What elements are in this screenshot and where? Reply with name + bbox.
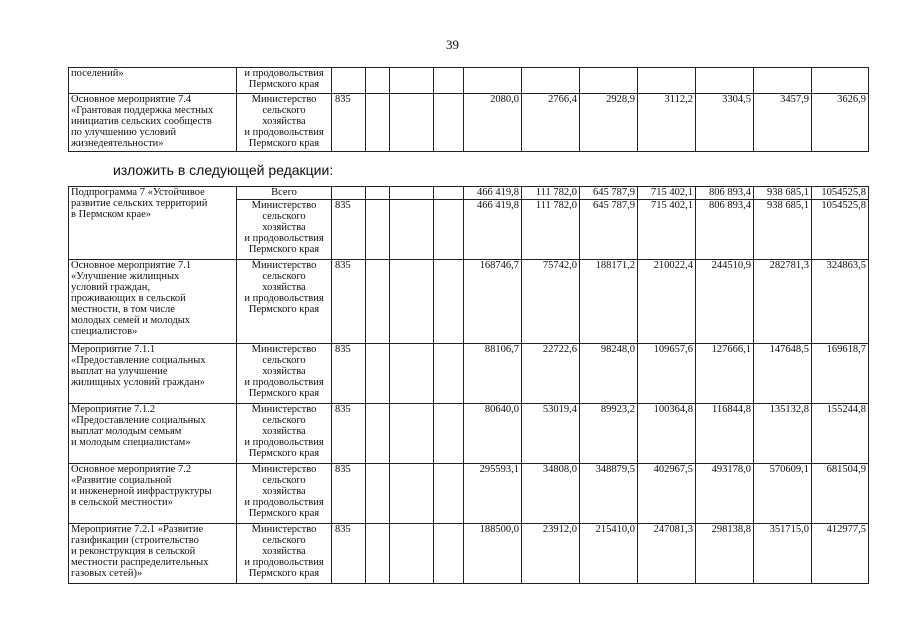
code-cell (332, 68, 366, 94)
value-cell: 282781,3 (754, 260, 812, 344)
empty-cell (390, 404, 434, 464)
executor-cell: Министерство сельского хозяйства и продовольствия Пермского края (237, 200, 332, 260)
value-cell: 570609,1 (754, 464, 812, 524)
value-cell: 147648,5 (754, 344, 812, 404)
value-cell: 493178,0 (696, 464, 754, 524)
table-row (69, 524, 869, 584)
value-cell: 298138,8 (696, 524, 754, 584)
activity-name-cell: Основное мероприятие 7.4 «Грантовая поддержка местных инициатив сельских сообществ по улучшению условий жизнедеятельности» (69, 94, 237, 152)
subprogram-name-cell: Подпрограмма 7 «Устойчивое развитие сельских территорий в Пермском крае» (69, 187, 237, 260)
value-cell: 127666,1 (696, 344, 754, 404)
value-cell: 3457,9 (754, 94, 812, 152)
page-number: 39 (446, 37, 459, 52)
empty-cell (390, 68, 434, 94)
code-cell: 835 (332, 404, 366, 464)
empty-cell (366, 94, 390, 152)
code-cell: 835 (332, 94, 366, 152)
executor-cell: Министерство сельского хозяйства и продовольствия Пермского края (237, 344, 332, 404)
value-cell: 466 419,8 (464, 200, 522, 260)
empty-cell (366, 404, 390, 464)
empty-cell (434, 464, 464, 524)
value-cell: 80640,0 (464, 404, 522, 464)
value-cell: 2080,0 (464, 94, 522, 152)
table-row (69, 344, 869, 404)
value-cell: 89923,2 (580, 404, 638, 464)
value-cell (696, 68, 754, 94)
empty-cell (366, 344, 390, 404)
value-cell: 402967,5 (638, 464, 696, 524)
value-cell: 155244,8 (812, 404, 869, 464)
value-cell (580, 68, 638, 94)
empty-cell (390, 94, 434, 152)
value-cell: 53019,4 (522, 404, 580, 464)
value-cell: 351715,0 (754, 524, 812, 584)
empty-cell (390, 344, 434, 404)
table-row (69, 404, 869, 464)
value-cell: 324863,5 (812, 260, 869, 344)
value-cell: 681504,9 (812, 464, 869, 524)
activity-name-cell: Мероприятие 7.1.2 «Предоставление социальных выплат молодым семьям и молодым специалистам» (69, 404, 237, 464)
empty-cell (366, 260, 390, 344)
empty-cell (434, 260, 464, 344)
empty-cell (366, 68, 390, 94)
value-cell: 2928,9 (580, 94, 638, 152)
empty-cell (366, 464, 390, 524)
empty-cell (434, 344, 464, 404)
value-cell (464, 68, 522, 94)
value-cell: 75742,0 (522, 260, 580, 344)
empty-cell (434, 404, 464, 464)
total-label-cell: Всего (237, 187, 332, 200)
code-cell: 835 (332, 464, 366, 524)
code-cell: 835 (332, 344, 366, 404)
value-cell: 348879,5 (580, 464, 638, 524)
activity-name-cell: Мероприятие 7.1.1 «Предоставление социальных выплат на улучшение жилищных условий граждан» (69, 344, 237, 404)
activity-name-cell: Основное мероприятие 7.1 «Улучшение жилищных условий граждан, проживающих в сельской местности, в том числе молодых семей и молодых специалистов» (69, 260, 237, 344)
value-cell: 1054525,8 (812, 200, 869, 260)
value-cell: 938 685,1 (754, 200, 812, 260)
value-cell: 169618,7 (812, 344, 869, 404)
empty-cell (434, 94, 464, 152)
value-cell: 98248,0 (580, 344, 638, 404)
empty-cell (390, 464, 434, 524)
executor-cell: Министерство сельского хозяйства и продовольствия Пермского края (237, 524, 332, 584)
value-cell: 938 685,1 (754, 187, 812, 200)
empty-cell (366, 200, 390, 260)
value-cell: 116844,8 (696, 404, 754, 464)
amendment-caption: изложить в следующей редакции: (113, 162, 334, 178)
executor-cell: Министерство сельского хозяйства и продовольствия Пермского края (237, 464, 332, 524)
value-cell: 188500,0 (464, 524, 522, 584)
executor-cell: Министерство сельского хозяйства и продовольствия Пермского края (237, 94, 332, 152)
executor-cell: Министерство сельского хозяйства и продовольствия Пермского края (237, 260, 332, 344)
subprogram-total-row (69, 187, 869, 200)
value-cell: 22722,6 (522, 344, 580, 404)
value-cell: 1054525,8 (812, 187, 869, 200)
value-cell: 3112,2 (638, 94, 696, 152)
activity-name-cell: Основное мероприятие 7.2 «Развитие социальной и инженерной инфраструктуры в сельской местности» (69, 464, 237, 524)
value-cell: 88106,7 (464, 344, 522, 404)
value-cell: 806 893,4 (696, 187, 754, 200)
empty-cell (434, 68, 464, 94)
value-cell: 295593,1 (464, 464, 522, 524)
table-row (69, 68, 869, 94)
value-cell (638, 68, 696, 94)
empty-cell (390, 260, 434, 344)
value-cell: 715 402,1 (638, 187, 696, 200)
table-row (69, 94, 869, 152)
value-cell: 188171,2 (580, 260, 638, 344)
executor-cell: Министерство сельского хозяйства и продовольствия Пермского края (237, 404, 332, 464)
value-cell: 34808,0 (522, 464, 580, 524)
value-cell: 645 787,9 (580, 187, 638, 200)
empty-cell (332, 187, 366, 200)
table-row (69, 260, 869, 344)
empty-cell (390, 524, 434, 584)
empty-cell (434, 187, 464, 200)
table-row (69, 464, 869, 524)
value-cell: 715 402,1 (638, 200, 696, 260)
value-cell: 2766,4 (522, 94, 580, 152)
table-new-wording (68, 186, 869, 584)
value-cell: 247081,3 (638, 524, 696, 584)
value-cell: 100364,8 (638, 404, 696, 464)
value-cell: 23912,0 (522, 524, 580, 584)
table-previous-wording (68, 67, 869, 152)
empty-cell (434, 524, 464, 584)
value-cell (812, 68, 869, 94)
activity-name-cell: поселений» (69, 68, 237, 94)
value-cell: 215410,0 (580, 524, 638, 584)
value-cell: 466 419,8 (464, 187, 522, 200)
value-cell: 111 782,0 (522, 187, 580, 200)
empty-cell (434, 200, 464, 260)
empty-cell (366, 187, 390, 200)
value-cell: 210022,4 (638, 260, 696, 344)
code-cell: 835 (332, 524, 366, 584)
empty-cell (366, 524, 390, 584)
value-cell: 168746,7 (464, 260, 522, 344)
value-cell: 135132,8 (754, 404, 812, 464)
value-cell: 244510,9 (696, 260, 754, 344)
empty-cell (390, 200, 434, 260)
executor-cell: и продовольствия Пермского края (237, 68, 332, 94)
value-cell (522, 68, 580, 94)
empty-cell (390, 187, 434, 200)
activity-name-cell: Мероприятие 7.2.1 «Развитие газификации (строительство и реконструкция в сельской местности распределительных газовых сетей)» (69, 524, 237, 584)
value-cell: 412977,5 (812, 524, 869, 584)
value-cell: 3626,9 (812, 94, 869, 152)
value-cell: 806 893,4 (696, 200, 754, 260)
code-cell: 835 (332, 260, 366, 344)
value-cell (754, 68, 812, 94)
value-cell: 109657,6 (638, 344, 696, 404)
value-cell: 645 787,9 (580, 200, 638, 260)
value-cell: 111 782,0 (522, 200, 580, 260)
value-cell: 3304,5 (696, 94, 754, 152)
code-cell: 835 (332, 200, 366, 260)
